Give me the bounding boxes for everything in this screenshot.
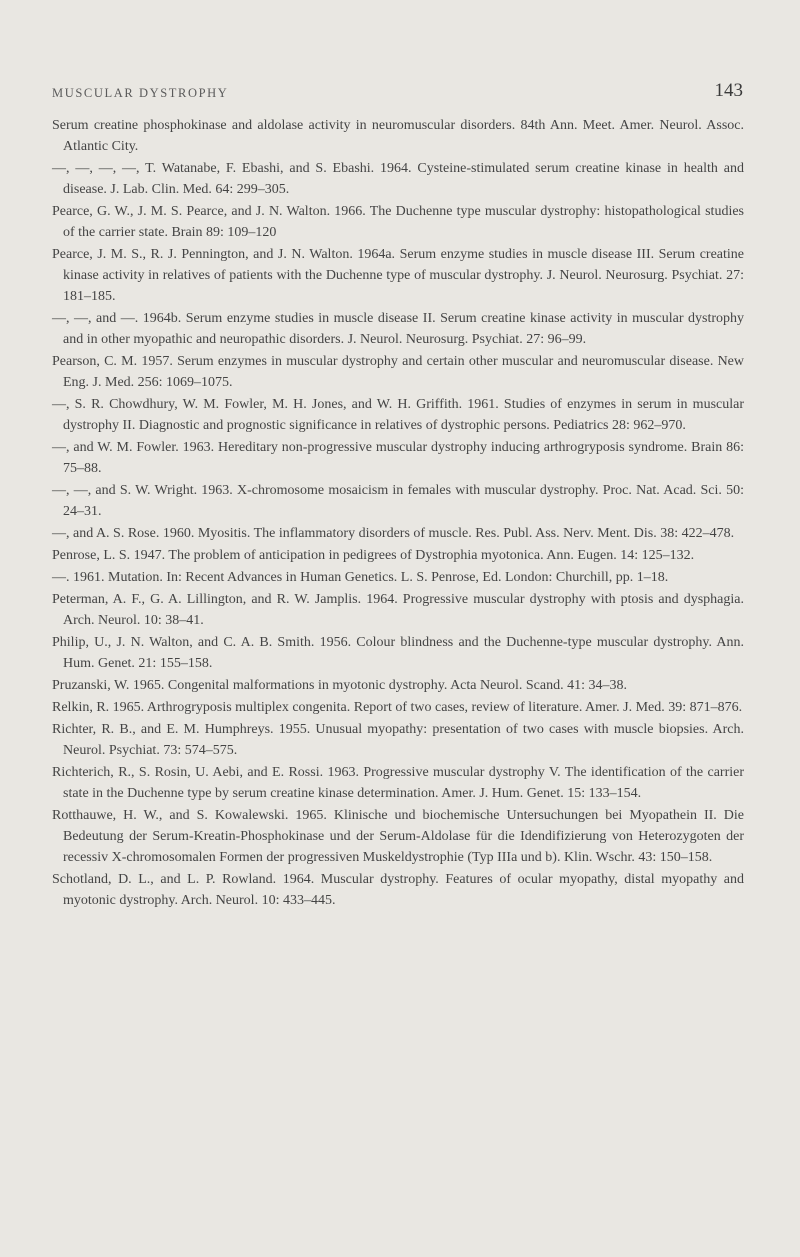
reference-entry: Pearce, G. W., J. M. S. Pearce, and J. N. Walton. 1966. The Duchenne type muscular dystrophy: histopathological studies of the carrier state. Brain 89: 109–120 bbox=[52, 204, 744, 240]
reference-entry: Peterman, A. F., G. A. Lillington, and R. W. Jamplis. 1964. Progressive muscular dystrophy with ptosis and dysphagia. Arch. Neurol. 10: 38–41. bbox=[52, 592, 744, 628]
reference-entry: Relkin, R. 1965. Arthrogryposis multiplex congenita. Report of two cases, review of literature. Amer. J. Med. 39: 871–876. bbox=[52, 700, 743, 715]
reference-entry: Schotland, D. L., and L. P. Rowland. 1964. Muscular dystrophy. Features of ocular myopathy, distal myopathy and myotonic dystrophy. Arch. Neurol. 10: 433–445. bbox=[52, 872, 744, 908]
reference-entry: —, and W. M. Fowler. 1963. Hereditary non-progressive muscular dystrophy inducing arthrogryposis syndrome. Brain 86: 75–88. bbox=[52, 440, 744, 476]
reference-entry: —, S. R. Chowdhury, W. M. Fowler, M. H. Jones, and W. H. Griffith. 1961. Studies of enzymes in serum in muscular dystrophy II. Diagnostic and prognostic significance in relatives of dystrophic persons. Pediatrics 28: 962–970. bbox=[52, 397, 744, 433]
reference-list bbox=[52, 115, 744, 912]
reference-entry: Serum creatine phosphokinase and aldolase activity in neuromuscular disorders. 84th Ann. Meet. Amer. Neurol. Assoc. Atlantic City. bbox=[52, 118, 744, 154]
reference-entry: —, —, and S. W. Wright. 1963. X-chromosome mosaicism in females with muscular dystrophy. Proc. Nat. Acad. Sci. 50: 24–31. bbox=[52, 483, 744, 519]
reference-entry: —, and A. S. Rose. 1960. Myositis. The inflammatory disorders of muscle. Res. Publ. Ass. Nerv. Ment. Dis. 38: 422–478. bbox=[52, 526, 735, 541]
reference-entry: —, —, —, —, T. Watanabe, F. Ebashi, and S. Ebashi. 1964. Cysteine-stimulated serum creatine kinase in health and disease. J. Lab. Clin. Med. 64: 299–305. bbox=[52, 161, 744, 197]
reference-entry: Pruzanski, W. 1965. Congenital malformations in myotonic dystrophy. Acta Neurol. Scand. 41: 34–38. bbox=[52, 678, 627, 693]
running-head: MUSCULAR DYSTROPHY bbox=[52, 86, 229, 100]
reference-entry: Pearson, C. M. 1957. Serum enzymes in muscular dystrophy and certain other muscular and neuromuscular disease. New Eng. J. Med. 256: 1069–1075. bbox=[52, 354, 744, 390]
reference-entry: Philip, U., J. N. Walton, and C. A. B. Smith. 1956. Colour blindness and the Duchenne-type muscular dystrophy. Ann. Hum. Genet. 21: 155–158. bbox=[52, 635, 744, 671]
reference-entry: Richterich, R., S. Rosin, U. Aebi, and E. Rossi. 1963. Progressive muscular dystrophy V. The identification of the carrier state in the Duchenne type by serum creatine kinase determination. Amer. J. Hum. Genet. 15: 133–154. bbox=[52, 765, 744, 801]
reference-entry: Richter, R. B., and E. M. Humphreys. 1955. Unusual myopathy: presentation of two cases with muscle biopsies. Arch. Neurol. Psychiat. 73: 574–575. bbox=[52, 722, 744, 758]
page-number: 143 bbox=[714, 80, 743, 101]
page-header bbox=[52, 80, 743, 106]
reference-entry: —. 1961. Mutation. In: Recent Advances in Human Genetics. L. S. Penrose, Ed. London: Churchill, pp. 1–18. bbox=[52, 570, 669, 585]
reference-entry: Rotthauwe, H. W., and S. Kowalewski. 1965. Klinische und biochemische Untersuchungen bei Myopathein II. Die Bedeutung der Serum-Kreatin-Phosphokinase und der Serum-Aldolase für die Idendifizierung von Heterozygoten der recessiv X-chromosomalen Formen der progressiven Muskeldystrophie (Typ IIIa und b). Klin. Wschr. 43: 150–158. bbox=[52, 808, 744, 865]
reference-entry: —, —, and —. 1964b. Serum enzyme studies in muscle disease II. Serum creatine kinase activity in muscular dystrophy and in other myopathic and neuropathic disorders. J. Neurol. Neurosurg. Psychiat. 27: 96–99. bbox=[52, 311, 744, 347]
reference-entry: Penrose, L. S. 1947. The problem of anticipation in pedigrees of Dystrophia myotonica. Ann. Eugen. 14: 125–132. bbox=[52, 548, 695, 563]
reference-entry: Pearce, J. M. S., R. J. Pennington, and J. N. Walton. 1964a. Serum enzyme studies in muscle disease III. Serum creatine kinase activity in relatives of patients with the Duchenne type of muscular dystrophy. J. Neurol. Neurosurg. Psychiat. 27: 181–185. bbox=[52, 247, 744, 304]
